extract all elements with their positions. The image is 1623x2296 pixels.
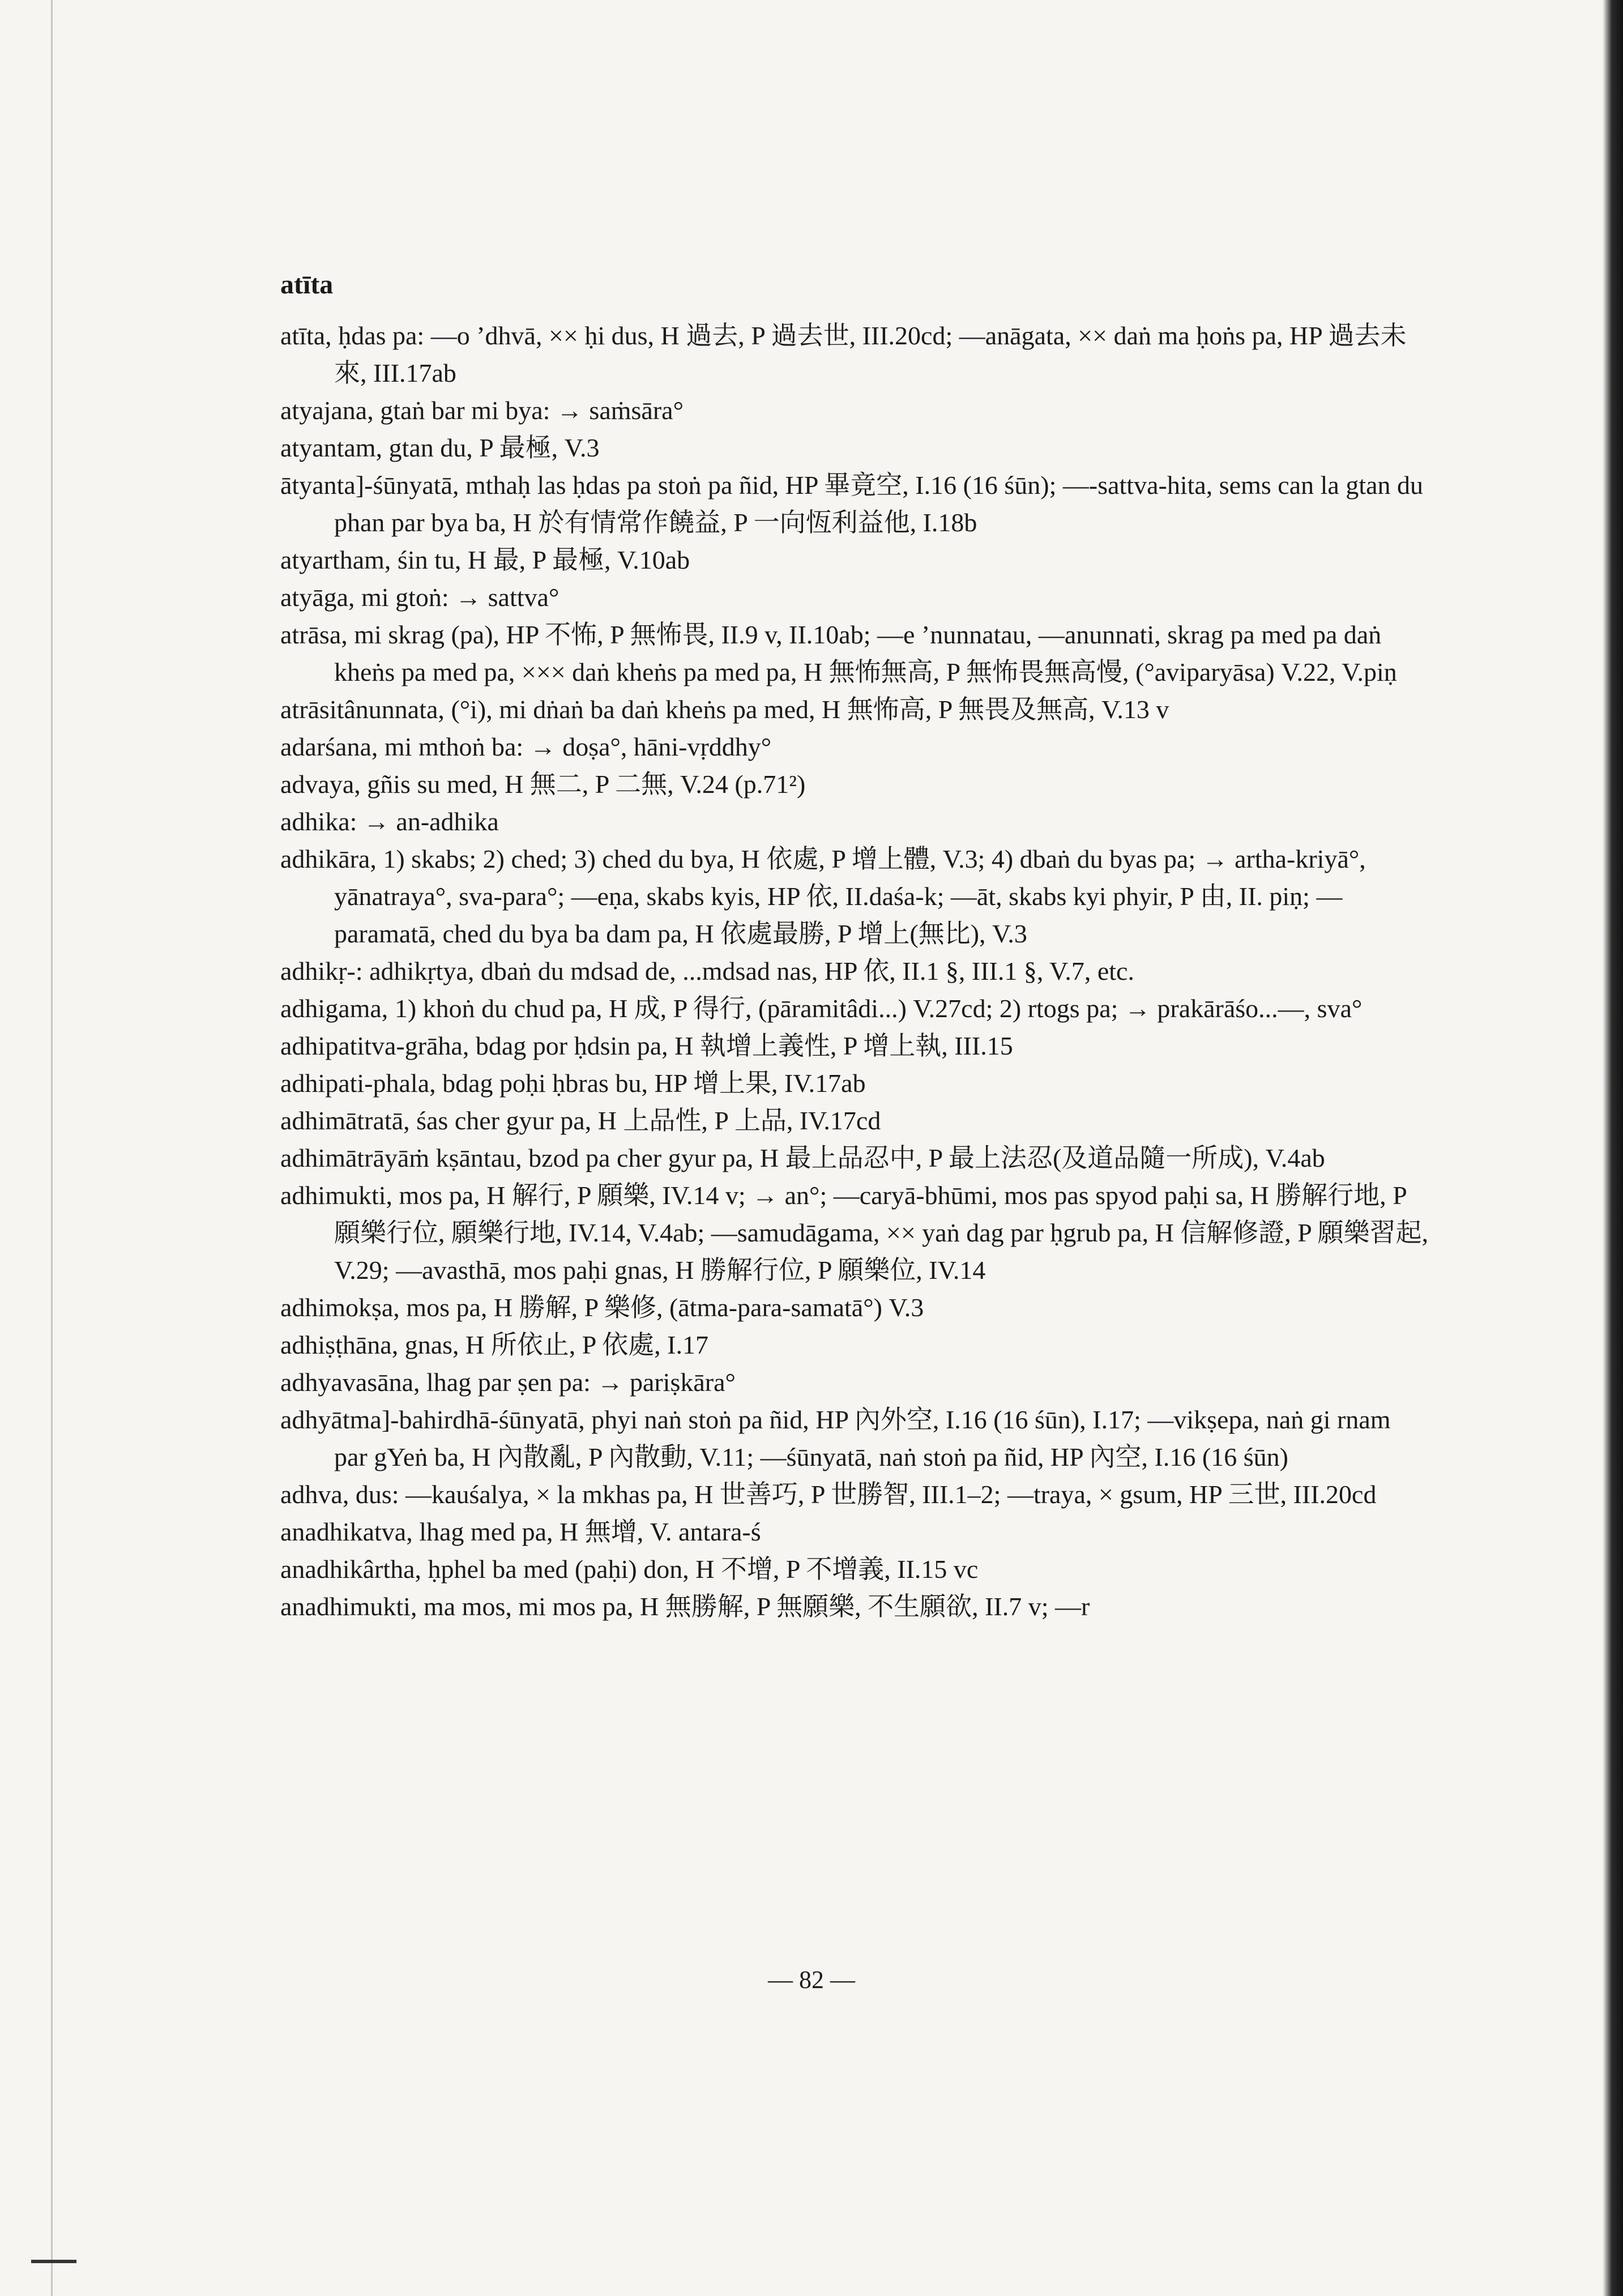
entry-headword: atyartham, [280,545,391,574]
dictionary-entry [280,1476,1430,1513]
dictionary-column [280,266,1430,1625]
entry-headword: atyantam, [280,433,383,462]
entry-definition: mthaḥ las ḥdas pa stoṅ pa ñid, HP 畢竟空, I.16 (16 śūn); —-sattva-hita, sems can la gtan du phan par bya ba, H 於有情常作饒益, P 一向恆利益他, I.18b [334,471,1424,537]
entry-headword: atyāga, [280,583,355,612]
scan-corner-mark [31,2260,76,2263]
dictionary-entry [280,990,1430,1027]
dictionary-entry [280,1065,1430,1102]
entry-definition: śin tu, H 最, P 最極, V.10ab [397,545,690,574]
entry-headword: atyajana, [280,396,374,425]
dictionary-entry [280,1401,1430,1476]
dictionary-entry [280,392,1430,429]
dictionary-entry [280,467,1430,541]
entry-list [280,317,1430,1625]
entry-definition: mi mthoṅ ba: → doṣa°, hāni-vṛddhy° [384,732,772,761]
entry-headword: adhyavasāna, [280,1368,420,1397]
dictionary-entry [280,728,1430,766]
dictionary-entry [280,1027,1430,1065]
entry-headword: adhiṣṭhāna, [280,1330,399,1359]
entry-headword: adhipati-phala, [280,1069,436,1098]
entry-headword: adhika: [280,807,357,836]
entry-headword: adhipatitva-grāha, [280,1031,469,1060]
dictionary-entry [280,953,1430,990]
entry-headword: adhikṛ-: [280,957,363,985]
entry-headword: adarśana, [280,732,378,761]
entry-headword: adhimukti, [280,1181,393,1210]
dictionary-entry [280,766,1430,803]
entry-definition: bzod pa cher gyur pa, H 最上品忍中, P 最上法忍(及道品隨一所成), V.4ab [528,1143,1325,1172]
entry-headword: ātyanta]-śūnyatā, [280,471,459,500]
dictionary-entry [280,1326,1430,1364]
dictionary-entry [280,1289,1430,1326]
dictionary-entry [280,691,1430,728]
entry-headword: anadhimukti, [280,1592,417,1621]
page-edge-shadow [51,0,53,2296]
entry-definition: 1) skabs; 2) ched; 3) ched du bya, H 依處, P 增上體, V.3; 4) dbaṅ du byas pa; → artha-kriyā°, yānatraya°, sva-para°; —eṇa, skabs kyis, HP 依, II.daśa-k; —āt, skabs kyi phyir, P 由, II. piṇ; —paramatā, ched du bya ba dam pa, H 依處最勝, P 增上(無比), V.3 [334,844,1366,948]
entry-definition: mos pa, H 勝解, P 樂修, (ātma-para-samatā°) V.3 [406,1293,924,1322]
entry-headword: anadhikatva, [280,1517,413,1546]
dictionary-entry [280,1588,1430,1625]
entry-headword: adhigama, [280,994,388,1023]
entry-definition: gtaṅ bar mi bya: → saṁsāra° [380,396,684,425]
dictionary-entry [280,1513,1430,1551]
entry-definition: lhag med pa, H 無增, V. antara-ś [419,1517,761,1546]
entry-definition: gnas, H 所依止, P 依處, I.17 [404,1330,708,1359]
entry-definition: gtan du, P 最極, V.3 [388,433,600,462]
dictionary-entry [280,1177,1430,1289]
entry-definition: gñis su med, H 無二, P 二無, V.24 (p.71²) [367,770,806,799]
binding-shadow [1603,0,1623,2296]
entry-headword: adhikāra, [280,844,377,873]
page-number: — 82 — [768,1966,855,1994]
entry-definition: lhag par ṣen pa: → pariṣkāra° [426,1368,736,1397]
entry-definition: dus: —kauśalya, × la mkhas pa, H 世善巧, P 世勝智, III.1–2; —traya, × gsum, HP 三世, III.20cd [355,1480,1377,1509]
dictionary-entry [280,1551,1430,1588]
entry-definition: śas cher gyur pa, H 上品性, P 上品, IV.17cd [416,1106,881,1135]
dictionary-entry [280,1102,1430,1140]
dictionary-entry [280,541,1430,579]
entry-headword: atrāsa, [280,620,348,649]
entry-headword: advaya, [280,770,361,799]
entry-definition: bdag por ḥdsin pa, H 執增上義性, P 增上執, III.15 [475,1031,1013,1060]
entry-definition: mi gtoṅ: → sattva° [361,583,559,612]
entry-headword: adhimātratā, [280,1106,410,1135]
dictionary-entry [280,1364,1430,1401]
entry-definition: mi skrag (pa), HP 不怖, P 無怖畏, II.9 v, II.10ab; —e ’nunnatau, —anunnati, skrag pa med pa daṅ kheṅs pa med pa, ××× daṅ kheṅs pa med pa, H 無怖無高, P 無怖畏無高慢, (°aviparyāsa) V.22, V.piṇ [334,620,1397,686]
entry-headword: adhimātrāyāṁ kṣāntau, [280,1143,522,1172]
entry-definition: adhikṛtya, dbaṅ du mdsad de, ...mdsad nas, HP 依, II.1 §, III.1 §, V.7, etc. [369,957,1134,985]
dictionary-entry [280,1140,1430,1177]
entry-headword: adhimokṣa, [280,1293,400,1322]
dictionary-entry [280,803,1430,840]
entry-definition: bdag poḥi ḥbras bu, HP 增上果, IV.17ab [442,1069,866,1098]
dictionary-entry [280,840,1430,953]
running-header: atīta [280,270,334,300]
dictionary-entry [280,317,1430,392]
dictionary-entry [280,616,1430,691]
entry-definition: ma mos, mi mos pa, H 無勝解, P 無願樂, 不生願欲, II.7 v; —r [423,1592,1090,1621]
entry-headword: atrāsitânunnata, [280,695,445,724]
entry-definition: (°i), mi dṅaṅ ba daṅ kheṅs pa med, H 無怖高, P 無畏及無高, V.13 v [451,695,1169,724]
entry-definition: ḥdas pa: —o ’dhvā, ×× ḥi dus, H 過去, P 過去世, III.20cd; —anāgata, ×× daṅ ma ḥoṅs pa, HP 過去未來, III.17ab [334,321,1407,387]
entry-headword: atīta, [280,321,332,350]
entry-definition: mos pa, H 解行, P 願樂, IV.14 v; → an°; —caryā-bhūmi, mos pas spyod paḥi sa, H 勝解行地, P 願樂行位, 願樂行地, IV.14, V.4ab; —samudāgama, ×× yaṅ dag par ḥgrub pa, H 信解修證, P 願樂習起, V.29; —avasthā, mos paḥi gnas, H 勝解行位, P 願樂位, IV.14 [334,1181,1429,1284]
entry-headword: adhva, [280,1480,349,1509]
entry-headword: adhyātma]-bahirdhā-śūnyatā, [280,1405,585,1434]
entry-definition: 1) khoṅ du chud pa, H 成, P 得行, (pāramitâdi...) V.27cd; 2) rtogs pa; → prakārāśo...—, sva° [394,994,1363,1023]
entry-definition: phyi naṅ stoṅ pa ñid, HP 內外空, I.16 (16 śūn), I.17; —vikṣepa, naṅ gi rnam par gYeṅ ba, H 內散亂, P 內散動, V.11; —śūnyatā, naṅ stoṅ pa ñid, HP 內空, I.16 (16 śūn) [334,1405,1391,1471]
entry-definition: → an-adhika [363,807,499,836]
entry-definition: ḥphel ba med (paḥi) don, H 不增, P 不增義, II.15 vc [428,1555,979,1584]
dictionary-entry [280,579,1430,616]
dictionary-entry [280,429,1430,467]
entry-headword: anadhikârtha, [280,1555,422,1584]
